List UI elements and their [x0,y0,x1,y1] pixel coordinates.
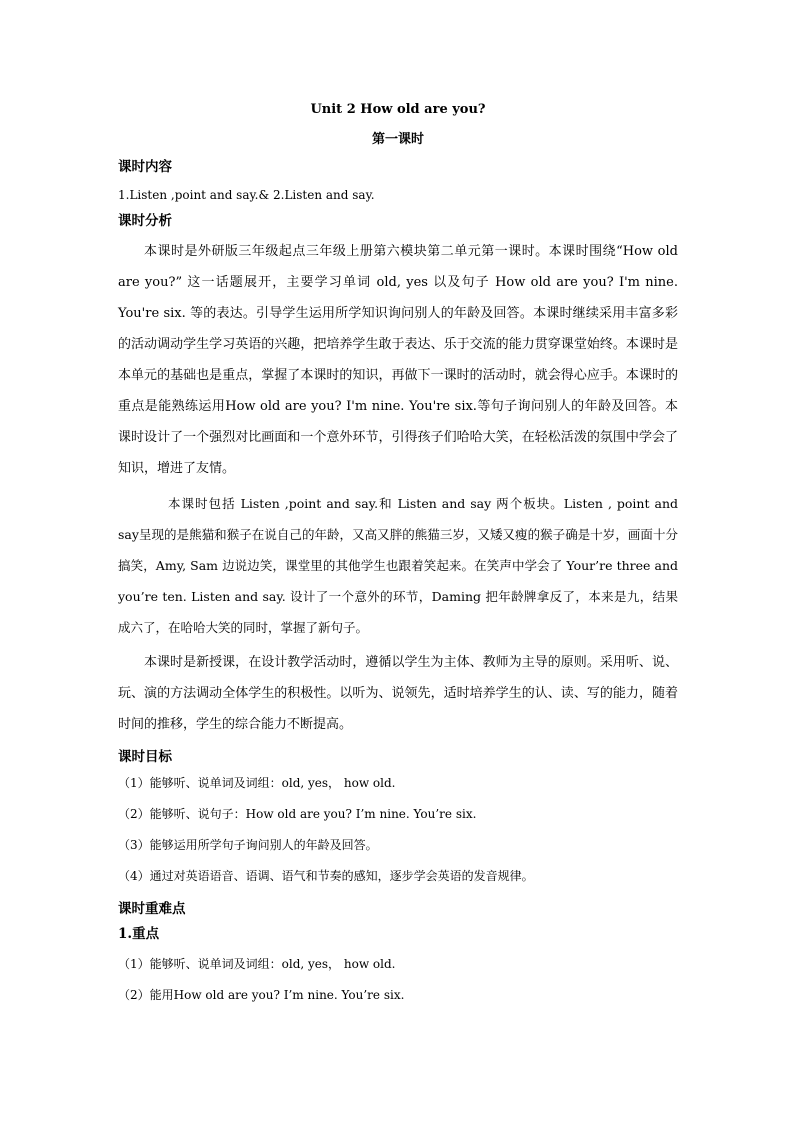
analysis-paragraph-1: 本课时是外研版三年级起点三年级上册第六模块第二单元第一课时。本课时围绕“How old are you?” 这一话题展开，主要学习单词 old, yes 以及句子 How old are you? I'm nine. You're six. 等的表达。引导学生运用所学知识询问别人的年龄及回答。本课时继续采用丰富多彩的活动调动学生学习英语的兴趣，把培养学生敢于表达、乐于交流的能力贯穿课堂始终。本课时是本单元的基础也是重点，掌握了本课时的知识，再做下一课时的活动时，就会得心应手。本课时的重点是能熟练运用How old are you? I'm nine. You're six.等句子询问别人的年龄及回答。本课时设计了一个强烈对比画面和一个意外环节，引得孩子们哈哈大笑，在轻松活泼的氛围中学会了知识，增进了友情。 [118,244,678,476]
analysis-paragraph-3: 本课时是新授课，在设计教学活动时，遵循以学生为主体、教师为主导的原则。采用听、说、玩、演的方法调动全体学生的积极性。以听为、说领先，适时培养学生的认、读、写的能力，随着时间的推移，学生的综合能力不断提高。 [118,655,678,732]
keypoints-subheading: 1.重点 [118,926,160,942]
lesson-content-line: 1.Listen ,point and say.& 2.Listen and say. [118,188,375,202]
goal-item: （4）通过对英语语音、语调、语气和节奏的感知，逐步学会英语的发音规律。 [118,869,534,883]
goal-item: （1）能够听、说单词及词组：old, yes， how old. [118,776,396,790]
goal-item: （3）能够运用所学句子询问别人的年龄及回答。 [118,838,378,852]
keypoint-item: （1）能够听、说单词及词组：old, yes， how old. [118,957,396,971]
section-heading-goals: 课时目标 [118,749,172,765]
document-body [118,100,678,1011]
analysis-paragraph-2: 本课时包括 Listen ,point and say.和 Listen and say 两个板块。Listen , point and say呈现的是熊猫和猴子在说自己的年龄，又高又胖的熊猫三岁，又矮又瘦的猴子确是十岁，画面十分搞笑，Amy, Sam 边说边笑，课堂里的其他学生也跟着笑起来。在笑声中学会了 Your’re three and you’re ten. Listen and say. 设计了一个意外的环节，Daming 把年龄牌拿反了，本来是九，结果成六了，在哈哈大笑的同时，掌握了新句子。 [118,496,678,635]
goal-item: （2）能够听、说句子：How old are you? I’m nine. You’re six. [118,807,477,821]
section-heading-keypoints: 课时重难点 [118,901,186,917]
lesson-subtitle: 第一课时 [371,132,424,147]
section-heading-analysis: 课时分析 [118,213,172,229]
section-heading-content: 课时内容 [118,159,172,175]
keypoint-item: （2）能用How old are you? I’m nine. You’re six. [118,988,405,1002]
document-title: Unit 2 How old are you? [310,102,486,117]
